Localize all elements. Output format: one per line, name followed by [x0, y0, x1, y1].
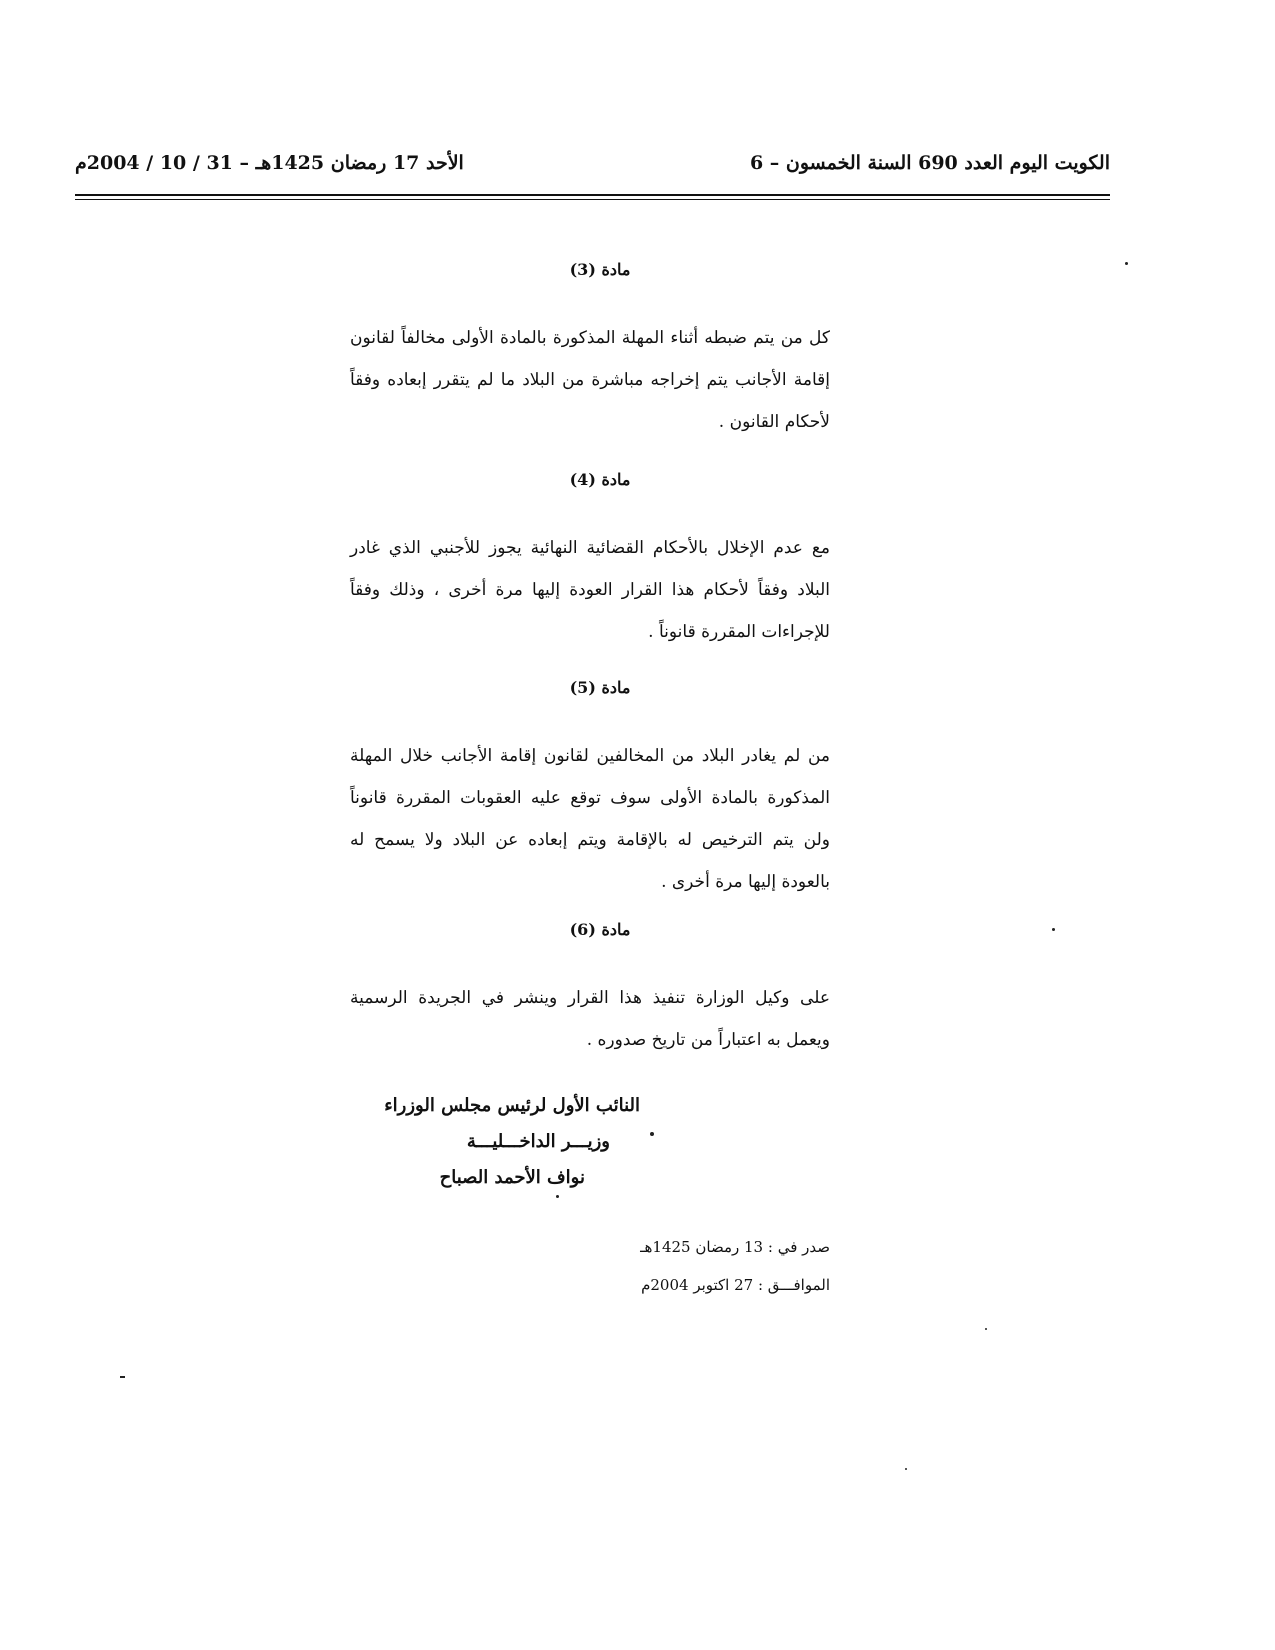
article-title: مادة (6) [569, 920, 631, 939]
issue-date-hijri: صدر في : 13 رمضان 1425هـ [640, 1238, 830, 1256]
article-body: مع عدم الإخلال بالأحكام القضائية النهائية يجوز للأجنبي الذي غادر البلاد وفقاً لأحكام هذا القرار العودة إليها مرة أخرى ، وذلك وفقاً للإجراءات المقررة قانوناً . [350, 538, 830, 642]
page-header [75, 152, 1110, 192]
article-6 [350, 920, 830, 1061]
article-body: من لم يغادر البلاد من المخالفين لقانون إقامة الأجانب خلال المهلة المذكورة بالمادة الأولى سوف توقع عليه العقوبات المقررة قانوناً ولن يتم الترخيص له بالإقامة ويتم إبعاده عن البلاد ولا يسمح له بالعودة إليها مرة أخرى . [350, 746, 830, 892]
header-rule-thick [75, 194, 1110, 196]
header-issue-info: الكويت اليوم العدد 690 السنة الخمسون – 6 [749, 152, 1110, 174]
article-body: كل من يتم ضبطه أثناء المهلة المذكورة بالمادة الأولى مخالفاً لقانون إقامة الأجانب يتم إخراجه مباشرة من البلاد ما لم يتقرر إبعاده وفقاً لأحكام القانون . [350, 328, 830, 432]
scan-speck [905, 1468, 907, 1470]
article-5 [350, 678, 830, 903]
scan-speck [1125, 262, 1128, 265]
scan-speck [650, 1132, 654, 1136]
article-title: مادة (4) [569, 470, 631, 489]
signature-block [340, 1088, 640, 1196]
scan-speck [120, 1376, 125, 1378]
scan-speck [556, 1195, 559, 1198]
article-4 [350, 470, 830, 653]
scan-speck [1052, 928, 1055, 931]
issue-date-block [600, 1228, 830, 1304]
signature-title: النائب الأول لرئيس مجلس الوزراء [384, 1095, 640, 1116]
article-body: على وكيل الوزارة تنفيذ هذا القرار وينشر في الجريدة الرسمية ويعمل به اعتباراً من تاريخ صدوره . [350, 988, 830, 1050]
signature-name: نواف الأحمد الصباح [439, 1167, 585, 1188]
article-title: مادة (5) [569, 678, 631, 697]
issue-date-gregorian: الموافـــق : 27 اكتوبر 2004م [641, 1276, 830, 1294]
header-rule-thin [75, 199, 1110, 200]
signature-ministry: وزيـــر الداخـــليـــة [466, 1131, 610, 1152]
article-3 [350, 260, 830, 443]
header-date: الأحد 17 رمضان 1425هـ – 31 / 10 / 2004م [75, 152, 464, 174]
scan-speck [985, 1328, 987, 1330]
article-title: مادة (3) [569, 260, 631, 279]
